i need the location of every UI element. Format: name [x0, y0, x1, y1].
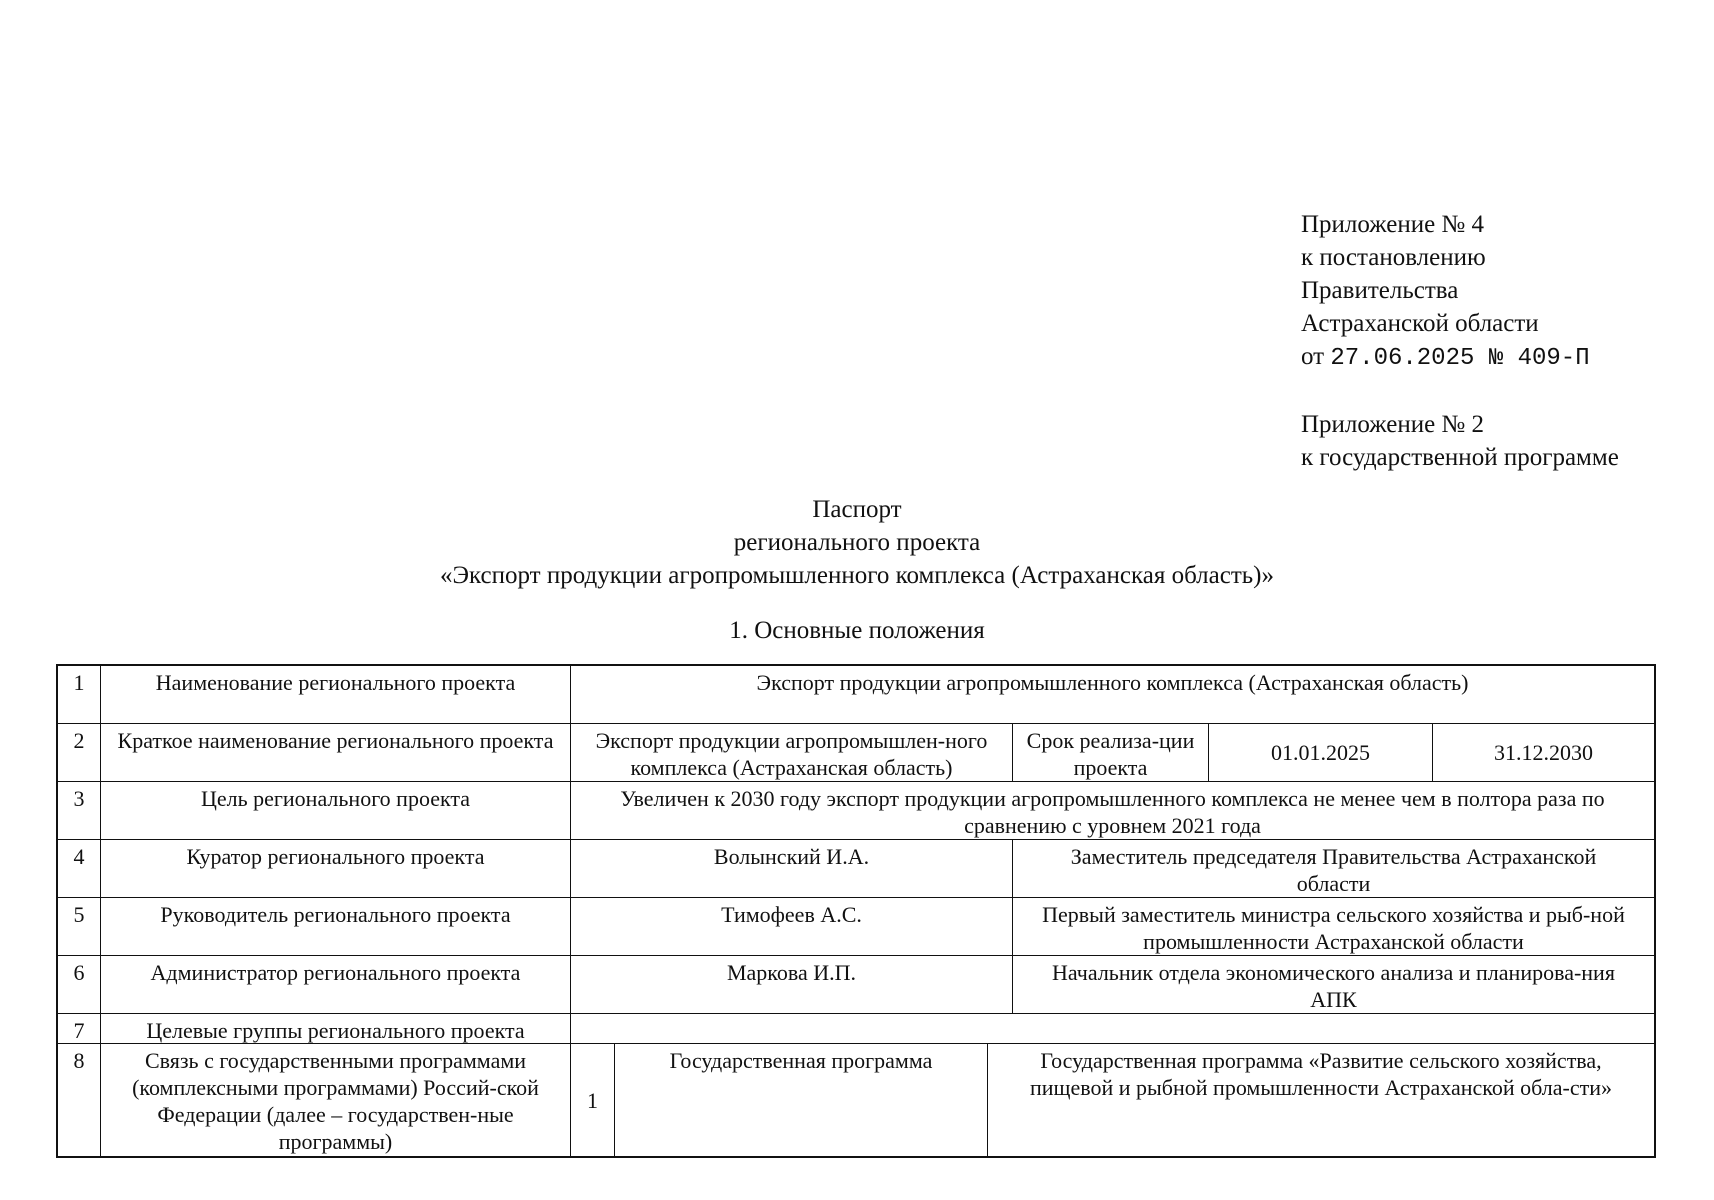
- row-label: Администратор регионального проекта: [101, 956, 571, 1014]
- row-label: Наименование регионального проекта: [101, 666, 571, 724]
- annex-block-program: [1301, 408, 1619, 474]
- title-line: «Экспорт продукции агропромышленного комплекса (Астраханская область)»: [440, 562, 1274, 589]
- annex-line: к постановлению: [1301, 244, 1486, 271]
- row-number: 3: [58, 782, 101, 840]
- row-number: 8: [58, 1044, 101, 1156]
- program-type: Государственная программа: [615, 1044, 988, 1156]
- short-name-value: Экспорт продукции агропромышлен-ного комплекса (Астраханская область): [571, 724, 1013, 782]
- program-name: Государственная программа «Развитие сельского хозяйства, пищевой и рыбной промышленности Астраханской обла-сти»: [1029, 1048, 1613, 1100]
- annex-line: к государственной программе: [1301, 444, 1619, 471]
- row-number: 4: [58, 840, 101, 898]
- row-number: 5: [58, 898, 101, 956]
- person-name: Волынский И.А.: [571, 840, 1013, 898]
- annex-line: Приложение № 4: [1301, 211, 1485, 238]
- row-number: 1: [58, 666, 101, 724]
- row-value: Увеличен к 2030 году экспорт продукции агропромышленного комплекса не менее чем в полтора раза по сравнению с уровнем 2021 года: [571, 782, 1654, 840]
- person-name: Тимофеев А.С.: [571, 898, 1013, 956]
- row-label: Руководитель регионального проекта: [101, 898, 571, 956]
- date-prefix: от: [1301, 343, 1325, 370]
- end-date: 31.12.2030: [1433, 724, 1654, 782]
- annex-date-line: [1301, 340, 1590, 375]
- row-number: 6: [58, 956, 101, 1014]
- document-title: [0, 493, 1714, 592]
- person-name: Маркова И.П.: [571, 956, 1013, 1014]
- row-value: [571, 1014, 1654, 1044]
- period-label: Срок реализа-ции проекта: [1013, 724, 1209, 782]
- annex-line: Приложение № 2: [1301, 411, 1485, 438]
- row-number: 2: [58, 724, 101, 782]
- title-line: регионального проекта: [733, 529, 981, 556]
- person-position: Первый заместитель министра сельского хозяйства и рыб-ной промышленности Астраханской области: [1013, 898, 1654, 956]
- annex-line: Астраханской области: [1301, 310, 1539, 337]
- person-position: Начальник отдела экономического анализа и планирова-ния АПК: [1013, 956, 1654, 1014]
- person-position: Заместитель председателя Правительства Астраханской области: [1013, 840, 1654, 898]
- date-number-stamp: 27.06.2025 № 409-П: [1330, 345, 1590, 372]
- row-label: Целевые группы регионального проекта: [101, 1014, 571, 1044]
- start-date: 01.01.2025: [1209, 724, 1433, 782]
- sub-number: 1: [571, 1044, 615, 1156]
- title-line: Паспорт: [812, 496, 902, 523]
- row-label: Связь с государственными программами (комплексными программами) Россий-ской Федерации (далее – государствен-ные программы): [101, 1044, 571, 1156]
- annex-line: Правительства: [1301, 277, 1459, 304]
- row-label: Цель регионального проекта: [101, 782, 571, 840]
- row-number: 7: [58, 1014, 101, 1044]
- passport-table: [56, 664, 1656, 1158]
- row-value: Экспорт продукции агропромышленного комплекса (Астраханская область): [571, 666, 1654, 724]
- row-label: Краткое наименование регионального проекта: [101, 724, 571, 782]
- section-title: 1. Основные положения: [729, 617, 985, 644]
- row-label: Куратор регионального проекта: [101, 840, 571, 898]
- annex-block-resolution: [1301, 208, 1590, 375]
